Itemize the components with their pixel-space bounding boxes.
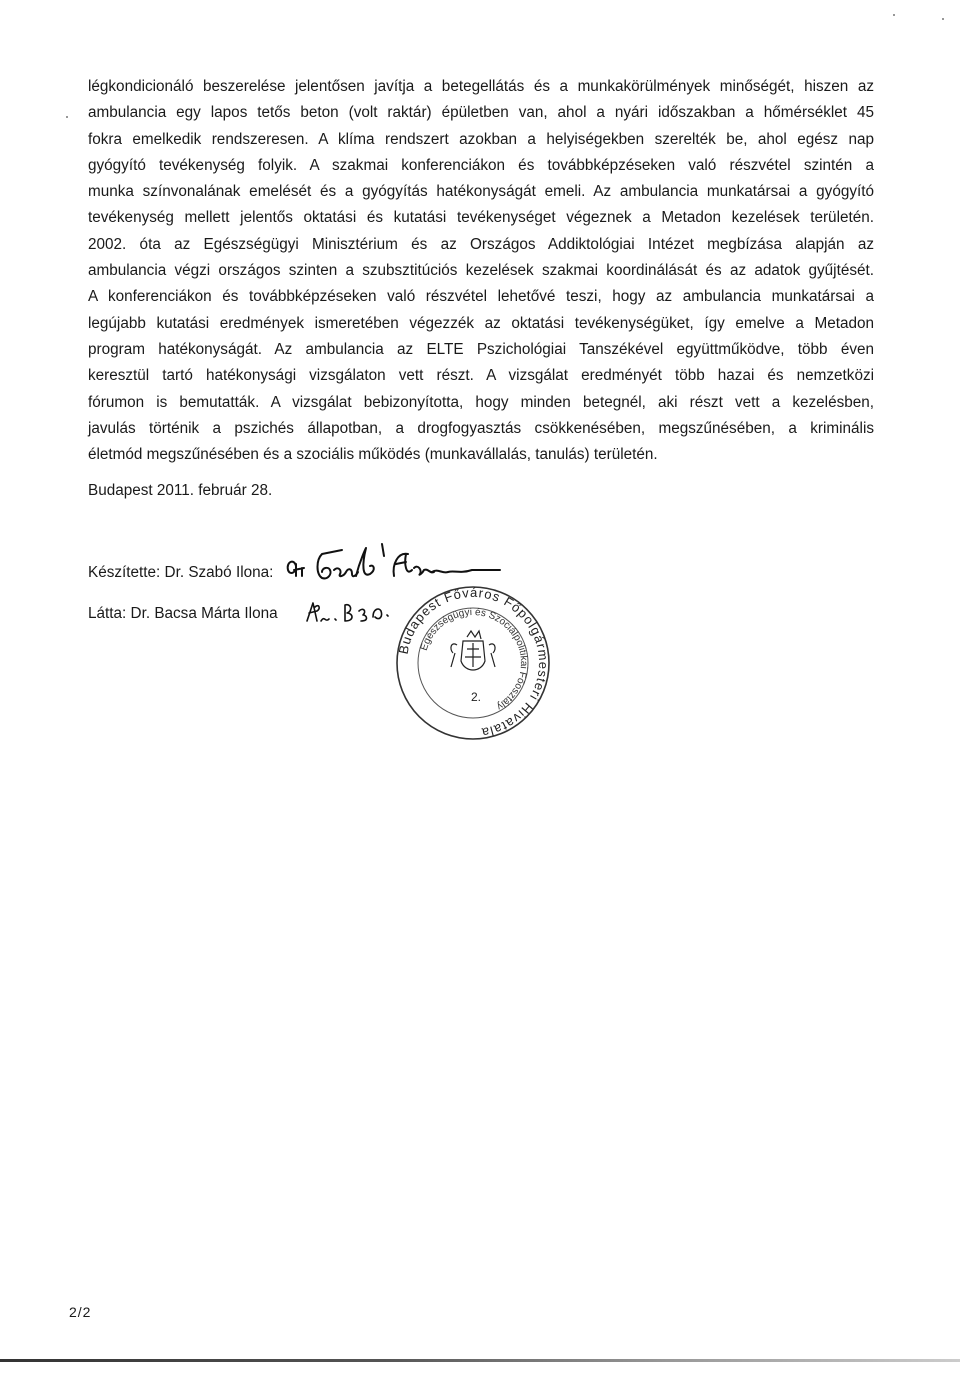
- stamp-inner-text: Egészségügyi és Szociálpolitikai Főosztály: [418, 606, 530, 712]
- paragraph-line: javulás történik a pszichés állapotban, a drogfogyasztás csökkenésében, megszűnésében, a kriminális: [88, 419, 874, 437]
- stamp-number: 2.: [471, 690, 482, 704]
- paragraph-line: ambulancia végzi országos szinten a szubsztitúciós kezelések szakmai koordinálását és az adatok gyűjtését.: [88, 262, 874, 280]
- prepared-by-label: Készítette: Dr. Szabó Ilona:: [88, 564, 274, 581]
- paragraph-line: munka színvonalának emelését és a gyógyítás hatékonyságát emeli. Az ambulancia munkatársai a gyógyító: [88, 183, 874, 201]
- paragraph-line: tevékenység mellett jelentős oktatási és kutatási tevékenységet végeznek a Metadon kezelések területén.: [88, 209, 874, 227]
- scan-speck: [66, 116, 68, 118]
- paragraph-line: légkondicionáló beszerelése jelentősen javítja a betegellátás és a munkakörülmények minőségét, hiszen az: [88, 78, 874, 95]
- paragraph-line: gyógyító tevékenység folyik. A szakmai konferenciákon és továbbképzéseken való részvétel szintén a: [88, 156, 874, 174]
- paragraph-line: program hatékonyságát. Az ambulancia az ELTE Pszichológiai Tanszékével együttműködve, több éven: [88, 340, 874, 358]
- page-bottom-edge: [0, 1359, 960, 1362]
- scan-speck: [942, 18, 944, 20]
- paragraph-line: fokra emelkedik rendszeresen. A klíma rendszert azokban a helyiségekben szerelték be, ahol egész nap: [88, 130, 874, 148]
- stamp-outer-text: Budapest Főváros Főpolgármesteri Hivatala: [395, 584, 552, 741]
- paragraph-line: 2002. óta az Egészségügyi Minisztérium és az Országos Addiktológiai Intézet megbízása alapján az: [88, 235, 874, 253]
- body-paragraph: [88, 74, 874, 468]
- seen-by-label: Látta: Dr. Bacsa Márta Ilona: [88, 605, 278, 622]
- date-line: Budapest 2011. február 28.: [88, 482, 273, 499]
- paragraph-line: fórumon is bemutatták. A vizsgálat bebizonyította, hogy minden betegnél, aki részt vett a kezelésben,: [88, 393, 874, 411]
- page-number: 2/2: [69, 1304, 92, 1320]
- paragraph-line: keresztül tartó hatékonysági vizsgálaton vett részt. A vizsgálat eredményét több hazai és nemzetközi: [88, 367, 874, 385]
- coat-of-arms-icon: [451, 631, 495, 670]
- paragraph-line: legújabb kutatási eredmények ismeretében végezzék az oktatási tevékenységüket, így emelve a Metadon: [88, 314, 874, 332]
- official-stamp: [393, 583, 553, 748]
- scan-speck: [893, 14, 895, 16]
- paragraph-line: A konferenciákon és továbbképzéseken való részvétel lehetővé teszi, hogy az ambulancia munkatársai a: [88, 288, 874, 306]
- paragraph-line: ambulancia egy lapos tetős beton (volt raktár) épületben van, ahol a nyári időszakban a hőmérséklet 45: [88, 104, 874, 122]
- paragraph-line: életmód megszűnésében és a szociális működés (munkavállalás, tanulás) területén.: [88, 446, 658, 464]
